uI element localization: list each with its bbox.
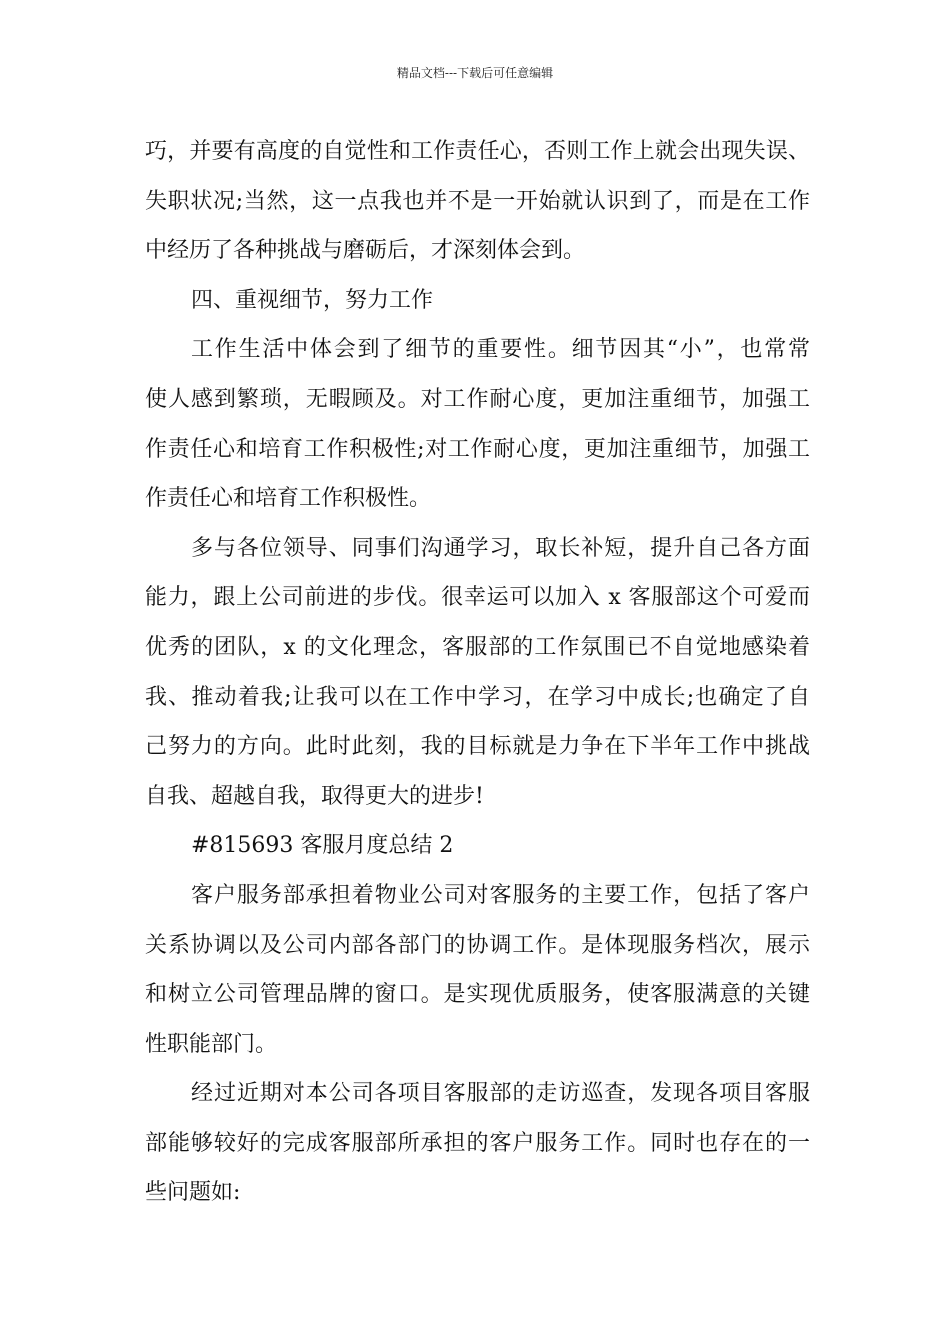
document-body — [145, 127, 810, 1218]
text-line: 性职能部门。 — [145, 1031, 278, 1057]
text-line: 客户服务部承担着物业公司对客服务的主要工作，包括了客户 — [191, 882, 810, 908]
paragraph-1 — [145, 127, 810, 276]
text-line: 能力，跟上公司前进的步伐。很幸运可以加入 x 客服部这个可爱而 — [145, 585, 810, 611]
text-line: 中经历了各种挑战与磨砺后，才深刻体会到。 — [145, 238, 586, 264]
text-line: 和树立公司管理品牌的窗口。是实现优质服务，使客服满意的关键 — [145, 982, 810, 1008]
paragraph-3 — [145, 325, 810, 523]
text-line: 己努力的方向。此时此刻，我的目标就是力争在下半年工作中挑战 — [145, 734, 810, 760]
text-line: 些问题如: — [145, 1180, 241, 1206]
paragraph-7 — [145, 1069, 810, 1218]
text-line: 作责任心和培育工作积极性。 — [145, 486, 432, 512]
text-line: 工作生活中体会到了细节的重要性。细节因其“小”，也常常 — [191, 337, 810, 363]
heading-text: 四、重视细节，努力工作 — [191, 287, 434, 313]
text-line: 使人感到繁琐，无暇顾及。对工作耐心度，更加注重细节，加强工 — [145, 386, 810, 412]
section-title — [145, 821, 810, 871]
text-line: 多与各位领导、同事们沟通学习，取长补短，提升自己各方面 — [191, 535, 810, 561]
section-heading — [145, 276, 810, 326]
text-line: 部能够较好的完成客服部所承担的客户服务工作。同时也存在的一 — [145, 1130, 810, 1156]
text-line: 自我、超越自我，取得更大的进步! — [145, 783, 484, 809]
paragraph-6 — [145, 871, 810, 1069]
text-line: 优秀的团队，x 的文化理念，客服部的工作氛围已不自觉地感染着 — [145, 634, 810, 660]
text-line: 作责任心和培育工作积极性;对工作耐心度，更加注重细节，加强工 — [145, 436, 810, 462]
text-line: 经过近期对本公司各项目客服部的走访巡查，发现各项目客服 — [191, 1081, 810, 1107]
text-line: 我、推动着我;让我可以在工作中学习，在学习中成长;也确定了自 — [145, 684, 810, 710]
page-header: 精品文档---下载后可任意编辑 — [396, 66, 554, 80]
paragraph-4 — [145, 524, 810, 822]
title-text: #815693 客服月度总结 2 — [191, 833, 454, 859]
text-line: 关系协调以及公司内部各部门的协调工作。是体现服务档次，展示 — [145, 932, 810, 958]
text-line: 巧，并要有高度的自觉性和工作责任心，否则工作上就会出现失误、 — [145, 139, 810, 164]
text-line: 失职状况;当然，这一点我也并不是一开始就认识到了，而是在工作 — [145, 188, 810, 214]
